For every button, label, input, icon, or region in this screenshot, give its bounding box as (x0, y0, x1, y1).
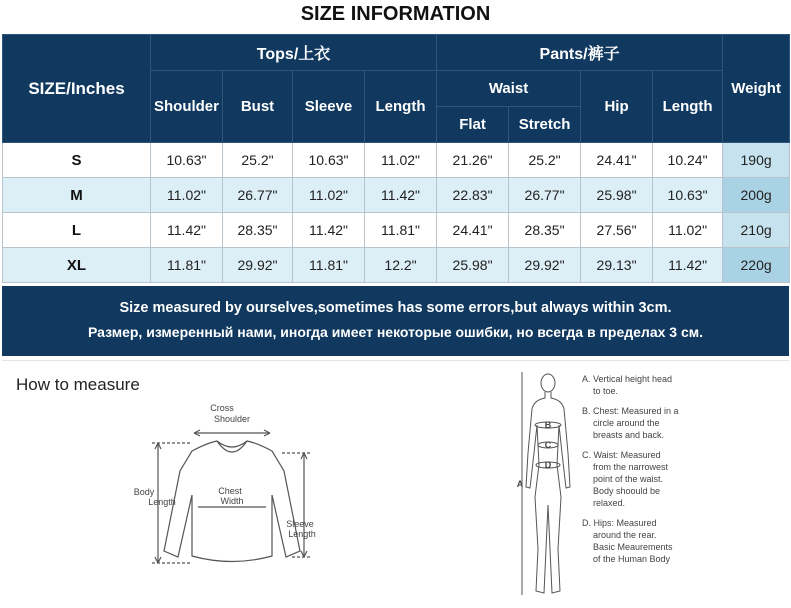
shirt-measure-diagram (122, 391, 342, 591)
pants-length-header: Length (653, 71, 723, 143)
legend-c-line-5: relaxed. (593, 498, 626, 508)
shoulder-cell: 11.02" (151, 178, 223, 213)
legend-d-line-3: Basic Meaurements (593, 542, 673, 552)
shoulder-cell: 10.63" (151, 143, 223, 178)
size-cell: M (3, 178, 151, 213)
legend-d-line-1: D. Hips: Measured (582, 518, 657, 528)
legend-d-line-4: of the Human Body (593, 554, 671, 564)
chest-width-label-1: Chest (218, 486, 242, 496)
hip-header: Hip (581, 71, 653, 143)
measurement-notice (2, 286, 789, 356)
size-cell: XL (3, 248, 151, 283)
sleeve-length-label-1: Sleeve (286, 519, 314, 529)
bust-cell: 29.92" (223, 248, 293, 283)
size-cell: S (3, 143, 151, 178)
pants-length-cell: 11.42" (653, 248, 723, 283)
flat-cell: 24.41" (437, 213, 509, 248)
legend-b-line-3: breasts and back. (593, 430, 665, 440)
weight-header: Weight (723, 35, 790, 143)
tops-length-cell: 11.02" (365, 143, 437, 178)
size-cell: L (3, 213, 151, 248)
bust-cell: 28.35" (223, 213, 293, 248)
legend-d-line-2: around the rear. (593, 530, 657, 540)
body-measure-diagram (512, 367, 582, 603)
letter-c: C (544, 440, 552, 450)
sleeve-header: Sleeve (293, 71, 365, 143)
weight-cell: 220g (723, 248, 790, 283)
waist-header: Waist (437, 71, 581, 107)
hip-cell: 29.13" (581, 248, 653, 283)
table-row (3, 143, 790, 178)
notice-english: Size measured by ourselves,sometimes has some errors,but always within 3cm. (119, 300, 672, 316)
stretch-cell: 29.92" (509, 248, 581, 283)
legend-c-line-2: from the narrowest (593, 462, 669, 472)
legend-c-line-1: C. Waist: Measured (582, 450, 661, 460)
tops-length-cell: 11.81" (365, 213, 437, 248)
stretch-cell: 26.77" (509, 178, 581, 213)
size-inches-header: SIZE/Inches (3, 35, 151, 143)
cross-shoulder-label-2: Shoulder (213, 414, 251, 424)
letter-b: B (544, 420, 552, 430)
letter-a: A (516, 479, 524, 489)
legend-a-line-2: to toe. (593, 386, 619, 396)
weight-cell: 200g (723, 178, 790, 213)
tops-length-header: Length (365, 71, 437, 143)
shoulder-cell: 11.81" (151, 248, 223, 283)
stretch-header: Stretch (509, 107, 581, 143)
sleeve-cell: 11.02" (293, 178, 365, 213)
legend-item-d (582, 517, 782, 565)
weight-cell: 210g (723, 213, 790, 248)
cross-shoulder-label-1: Cross (210, 403, 234, 413)
how-to-measure-panel (2, 360, 789, 606)
pants-length-cell: 11.02" (653, 213, 723, 248)
tops-length-cell: 11.42" (365, 178, 437, 213)
legend-c-line-3: point of the waist. (593, 474, 664, 484)
legend-item-c (582, 449, 782, 509)
size-chart-table (2, 34, 790, 283)
page-title: SIZE INFORMATION (300, 3, 491, 25)
table-row (3, 213, 790, 248)
shoulder-header: Shoulder (151, 71, 223, 143)
table-row (3, 248, 790, 283)
hip-cell: 25.98" (581, 178, 653, 213)
flat-cell: 21.26" (437, 143, 509, 178)
flat-cell: 25.98" (437, 248, 509, 283)
hip-cell: 27.56" (581, 213, 653, 248)
table-row (3, 178, 790, 213)
tops-length-cell: 12.2" (365, 248, 437, 283)
pants-length-cell: 10.63" (653, 178, 723, 213)
body-length-label-2: Length (148, 497, 176, 507)
sleeve-cell: 10.63" (293, 143, 365, 178)
stretch-cell: 25.2" (509, 143, 581, 178)
notice-russian: Размер, измеренный нами, иногда имеет некоторые ошибки, но всегда в пределах 3 см. (88, 324, 703, 340)
weight-cell: 190g (723, 143, 790, 178)
flat-header: Flat (437, 107, 509, 143)
legend-c-line-4: Body shoould be (593, 486, 661, 496)
tops-header: Tops/上衣 (151, 35, 437, 71)
pants-length-cell: 10.24" (653, 143, 723, 178)
letter-d: D (544, 460, 552, 470)
how-to-measure-title: How to measure (16, 375, 140, 394)
shoulder-cell: 11.42" (151, 213, 223, 248)
legend-item-a (582, 373, 782, 397)
legend-b-line-1: B. Chest: Measured in a (582, 406, 679, 416)
legend-item-b (582, 405, 782, 441)
hip-cell: 24.41" (581, 143, 653, 178)
sleeve-cell: 11.81" (293, 248, 365, 283)
legend-b-line-2: circle around the (593, 418, 660, 428)
body-length-label-1: Body (133, 487, 155, 497)
measure-legend (582, 373, 782, 573)
flat-cell: 22.83" (437, 178, 509, 213)
stretch-cell: 28.35" (509, 213, 581, 248)
chest-width-label-2: Width (220, 496, 244, 506)
legend-a-line-1: A. Vertical height head (582, 374, 673, 384)
head-outline (541, 374, 555, 392)
pants-header: Pants/裤子 (437, 35, 723, 71)
sleeve-length-label-2: Length (288, 529, 316, 539)
bust-cell: 26.77" (223, 178, 293, 213)
bust-cell: 25.2" (223, 143, 293, 178)
bust-header: Bust (223, 71, 293, 143)
sleeve-cell: 11.42" (293, 213, 365, 248)
